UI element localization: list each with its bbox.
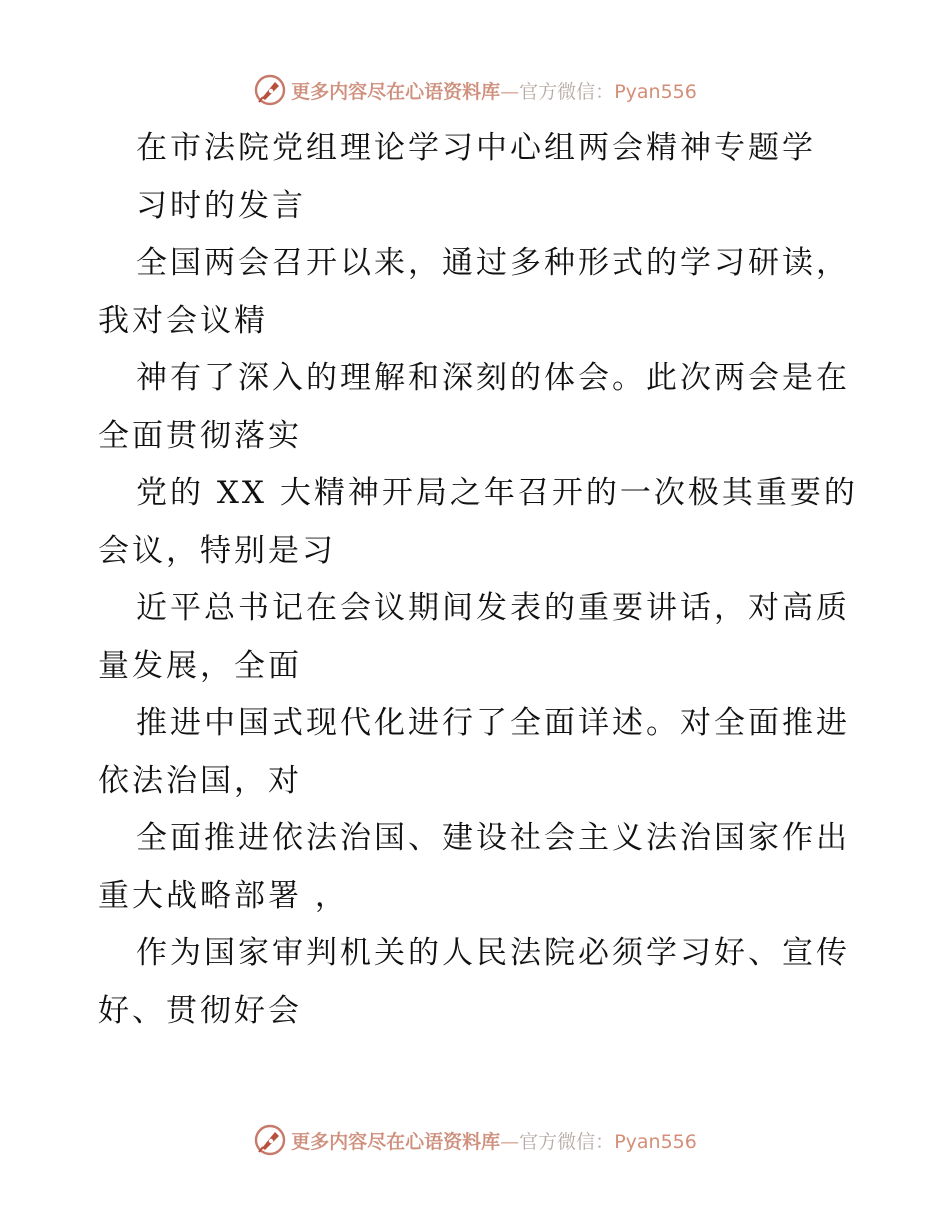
paragraph-line: 会议，特别是习 [98,532,336,569]
paragraph-line: 全面贯彻落实 [98,417,302,454]
watermark-wechat-id: Pyan556 [614,1130,697,1153]
watermark-wechat-label: 官方微信： [519,80,615,103]
paragraph-line: 全国两会召开以来，通过多种形式的学习研读， [136,245,850,281]
pen-nib-circle-icon [253,1123,287,1157]
title-line-1: 在市法院党组理论学习中心组两会精神专题学 [136,130,816,166]
paragraph-line: 好、贯彻好会 [98,992,302,1029]
footer-watermark [0,1120,950,1160]
watermark-text [291,77,697,104]
watermark-dash: — [500,80,520,103]
watermark-slogan: 更多内容尽在心语资料库 [291,1130,501,1153]
paragraph-line: 近平总书记在会议期间发表的重要讲话，对高质 [136,590,850,626]
pen-nib-circle-icon [253,73,287,107]
watermark-wechat-label: 官方微信： [519,1130,615,1153]
paragraph-line: 推进中国式现代化进行了全面详述。对全面推进 [136,705,850,741]
title-line-2: 习时的发言 [136,187,306,224]
paragraph-line: 全面推进依法治国、建设社会主义法治国家作出 [136,820,850,856]
header-watermark [0,70,950,110]
paragraph-line: 量发展，全面 [98,647,302,684]
watermark-wechat-id: Pyan556 [614,80,697,103]
paragraph-line: 我对会议精 [98,302,268,339]
paragraph-line: 重大战略部署 ， [98,877,349,914]
document-body [98,120,858,1040]
watermark-slogan: 更多内容尽在心语资料库 [291,80,501,103]
paragraph-line: 神有了深入的理解和深刻的体会。此次两会是在 [136,360,850,396]
paragraph-line: 党的 XX 大精神开局之年召开的一次极其重要的 [136,475,858,511]
paragraph-line: 依法治国，对 [98,762,302,799]
paragraph-line: 作为国家审判机关的人民法院必须学习好、宣传 [136,935,850,971]
watermark-text [291,1127,697,1154]
watermark-dash: — [500,1130,520,1153]
